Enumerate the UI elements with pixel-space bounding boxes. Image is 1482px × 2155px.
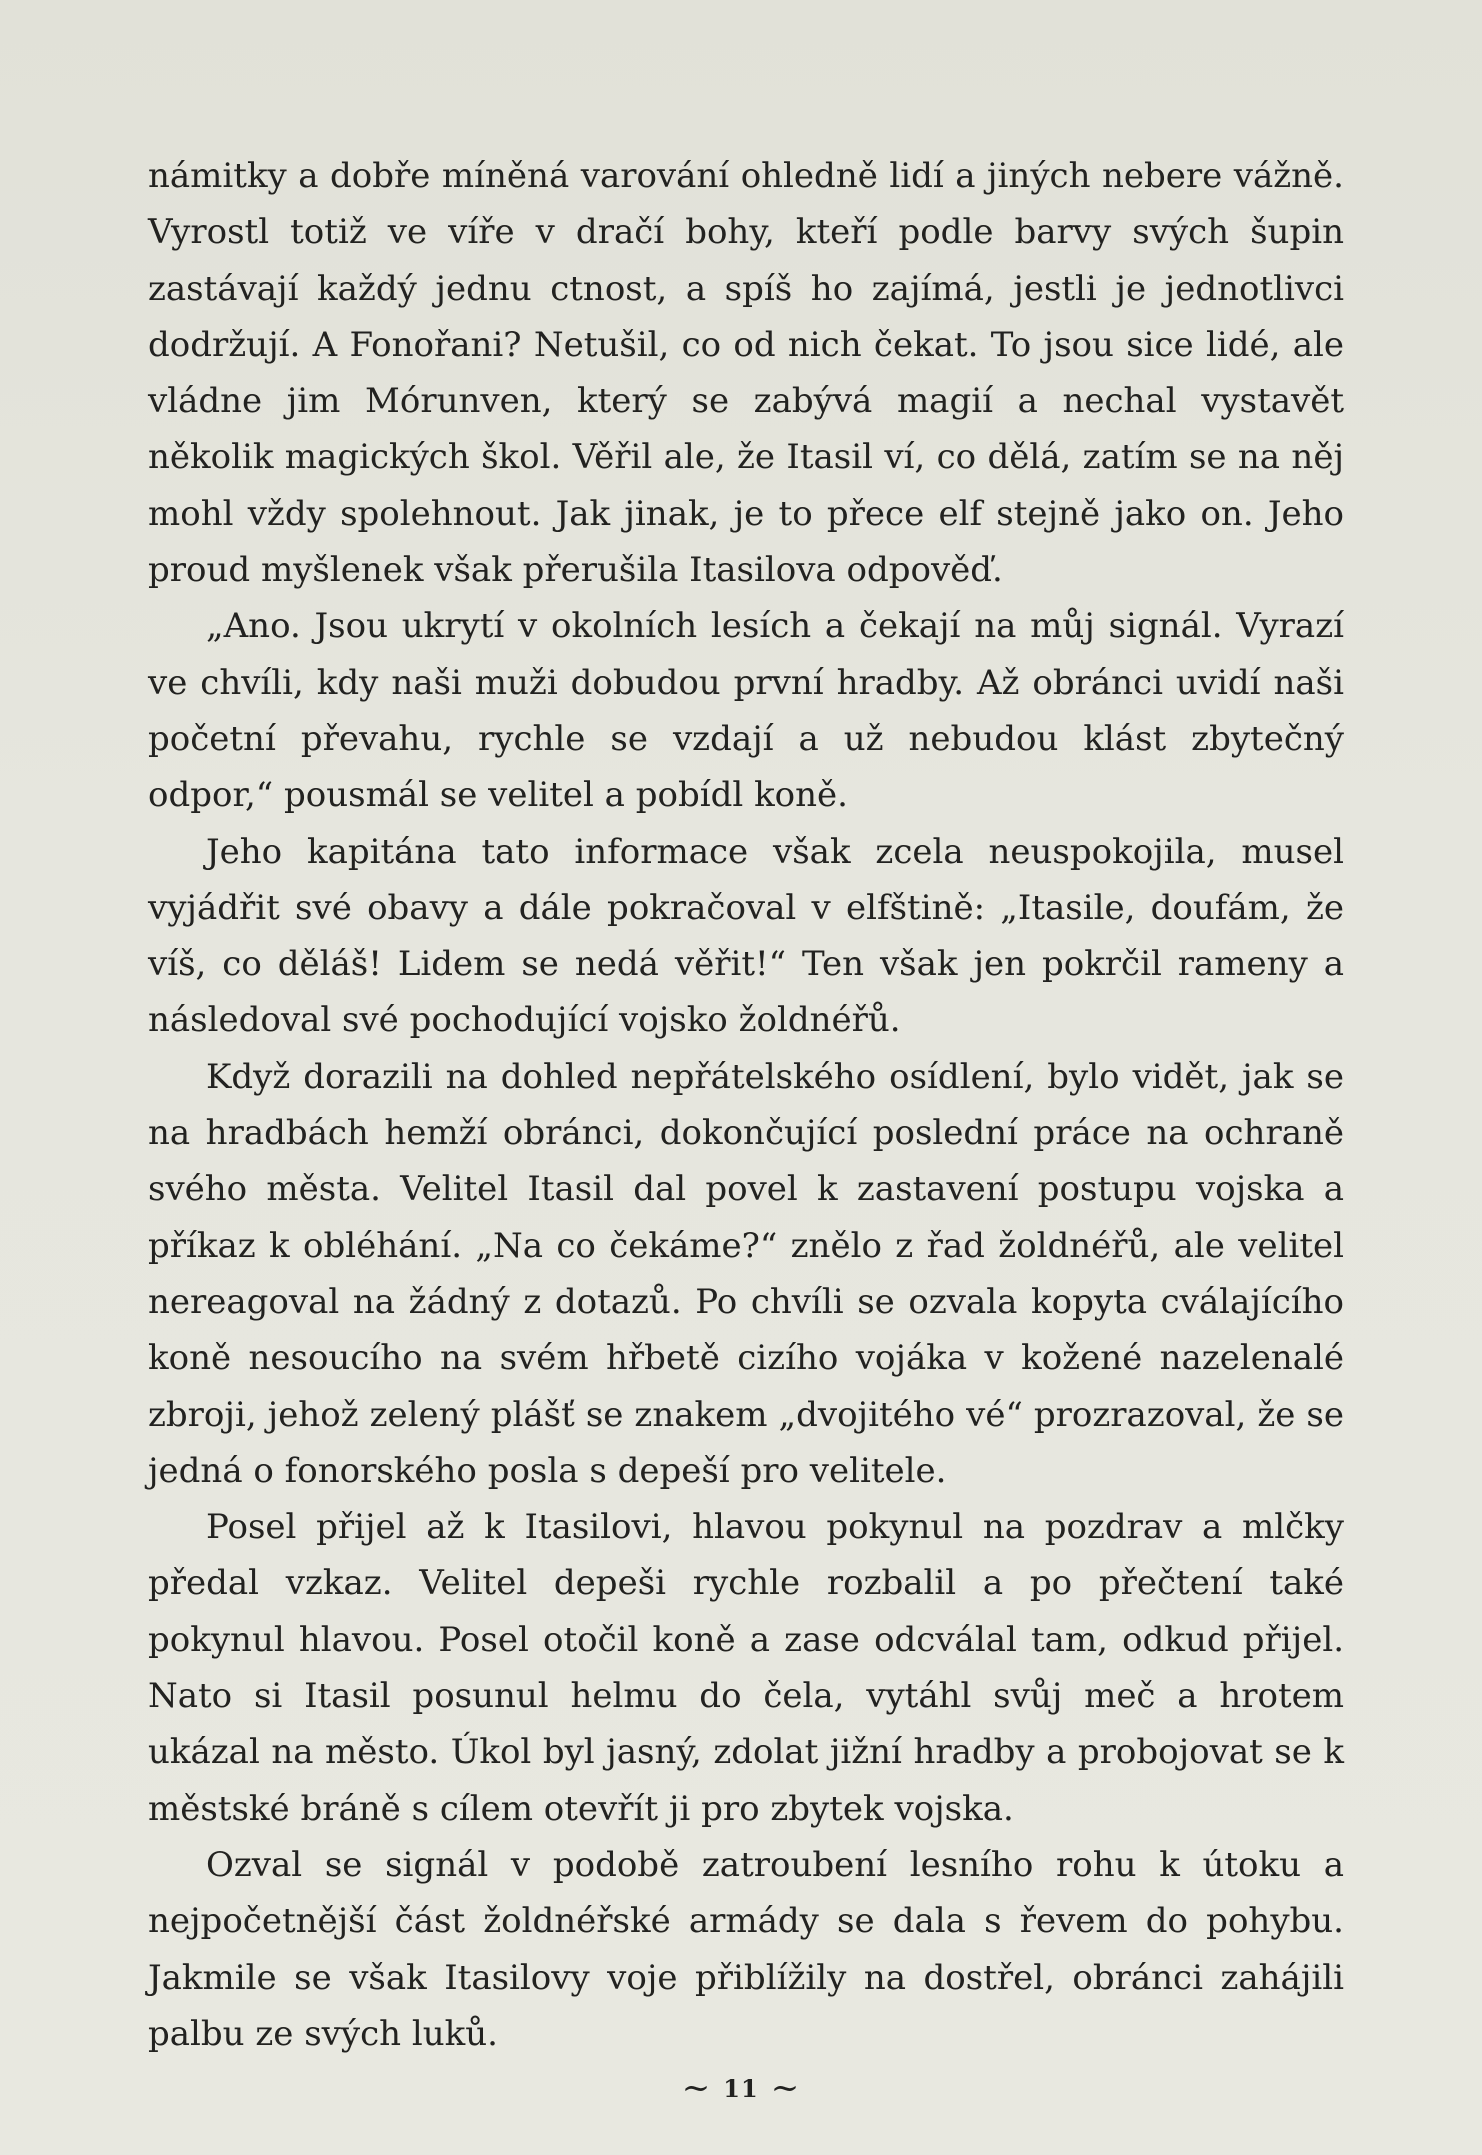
body-text — [148, 148, 1344, 2062]
folio-ornament-left: ~ — [681, 2068, 712, 2108]
paragraph-6: Ozval se signál v podobě zatroubení lesního rohu k útoku a nejpočetnější část žoldnéřské armády se dala s řevem do pohybu. Jakmile se však Itasilovy voje přiblížily na dostřel, obránci zahájili palbu ze svých luků. — [148, 1844, 1344, 2054]
paragraph-5: Posel přijel až k Itasilovi, hlavou pokynul na pozdrav a mlčky předal vzkaz. Velitel depeši rychle rozbalil a po přečtení také pokynul hlavou. Posel otočil koně a zase odcválal tam, odkud přijel. Nato si Itasil posunul helmu do čela, vytáhl svůj meč a hrotem ukázal na město. Úkol byl jasný, zdolat jižní hradby a probojovat se k městské bráně s cílem otevřít ji pro zbytek vojska. — [148, 1507, 1344, 1829]
page-number: 11 — [723, 2074, 759, 2103]
page-footer — [0, 2068, 1482, 2108]
paragraph-1: námitky a dobře míněná varování ohledně lidí a jiných nebere vážně. Vyrostl totiž ve víře v dračí bohy, kteří podle barvy svých šupin zastávají každý jednu ctnost, a spíš ho zajímá, jestli je jednotlivci dodržují. A Fonořani? Netušil, co od nich čekat. To jsou sice lidé, ale vládne jim Mórunven, který se zabývá magií a nechal vystavět několik magických škol. Věřil ale, že Itasil ví, co dělá, zatím se na něj mohl vždy spolehnout. Jak jinak, je to přece elf stejně jako on. Jeho proud myšlenek však přerušila Itasilova odpověď. — [148, 156, 1344, 591]
paragraph-3: Jeho kapitána tato informace však zcela neuspokojila, musel vyjádřit své obavy a dále pokračoval v elfštině: „Itasile, doufám, že víš, co děláš! Lidem se nedá věřit!“ Ten však jen pokrčil rameny a následoval své pochodující vojsko žoldnéřů. — [148, 831, 1344, 1041]
paragraph-2: „Ano. Jsou ukrytí v okolních lesích a čekají na můj signál. Vyrazí ve chvíli, kdy naši muži dobudou první hradby. Až obránci uvidí naši početní převahu, rychle se vzdají a už nebudou klást zbytečný odpor,“ pousmál se velitel a pobídl koně. — [148, 606, 1344, 816]
paragraph-4: Když dorazili na dohled nepřátelského osídlení, bylo vidět, jak se na hradbách hemží obránci, dokončující poslední práce na ochraně svého města. Velitel Itasil dal povel k zastavení postupu vojska a příkaz k obléhání. „Na co čekáme?“ znělo z řad žoldnéřů, ale velitel nereagoval na žádný z dotazů. Po chvíli se ozvala kopyta cválajícího koně nesoucího na svém hřbetě cizího vojáka v kožené nazelenalé zbroji, jehož zelený plášť se znakem „dvojitého vé“ prozrazoval, že se jedná o fonorského posla s depeší pro velitele. — [148, 1056, 1344, 1491]
folio-ornament-right: ~ — [770, 2068, 801, 2108]
